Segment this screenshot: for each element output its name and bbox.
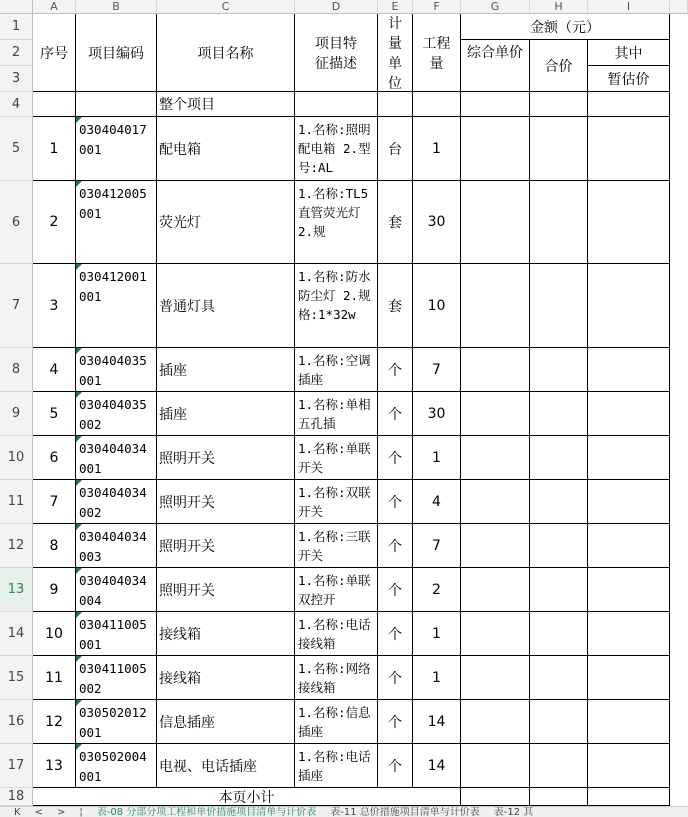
cell-qty[interactable]: 1: [413, 436, 461, 480]
cell-seq[interactable]: 1: [33, 117, 76, 181]
cell-amount[interactable]: [588, 480, 670, 524]
cell-amount[interactable]: [530, 700, 588, 744]
row-header-5[interactable]: 5: [0, 117, 33, 181]
comment-indicator-icon: [76, 744, 82, 750]
sheet-nav-button[interactable]: <: [34, 807, 43, 817]
cell-amount[interactable]: [461, 568, 530, 612]
cell-feature[interactable]: 1.名称:三联开关: [295, 524, 378, 568]
cell-qty[interactable]: 1: [413, 612, 461, 656]
cell-name[interactable]: 普通灯具: [157, 264, 295, 348]
cell-seq[interactable]: 9: [33, 568, 76, 612]
cell-qty[interactable]: 1: [413, 117, 461, 181]
comment-indicator-icon: [76, 656, 82, 662]
cell-a4[interactable]: [33, 92, 76, 117]
cell-unit[interactable]: 个: [378, 524, 413, 568]
column-header-extra[interactable]: [670, 0, 688, 14]
row-header-11[interactable]: 11: [0, 480, 33, 524]
column-header-c[interactable]: C: [157, 0, 295, 14]
sheet-nav-button[interactable]: >: [56, 807, 66, 817]
cell-feature[interactable]: 1.名称:网络接线箱: [295, 656, 378, 700]
cell-qty[interactable]: 14: [413, 700, 461, 744]
cell-unit[interactable]: 个: [378, 744, 413, 788]
cell-seq[interactable]: 11: [33, 656, 76, 700]
cell-seq[interactable]: 2: [33, 181, 76, 264]
row-header-17[interactable]: 17: [0, 744, 33, 788]
row-header-9[interactable]: 9: [0, 392, 33, 436]
comment-indicator-icon: [76, 117, 82, 123]
cell-seq[interactable]: 7: [33, 480, 76, 524]
cell-unit[interactable]: 套: [378, 181, 413, 264]
cell-amount[interactable]: [461, 348, 530, 392]
sheet-nav-button[interactable]: K: [14, 807, 21, 817]
cell-amount[interactable]: [461, 700, 530, 744]
header-unit: 计量单位: [378, 14, 413, 92]
column-header-b[interactable]: B: [76, 0, 157, 14]
row-header-10[interactable]: 10: [0, 436, 33, 480]
cell-name[interactable]: 照明开关: [157, 436, 295, 480]
comment-indicator-icon: [76, 700, 82, 706]
cell-subtotal[interactable]: [588, 788, 670, 806]
sheet-nav-button[interactable]: ¦: [79, 807, 83, 817]
cell-feature[interactable]: 1.名称:空调插座: [295, 348, 378, 392]
cell-seq[interactable]: 6: [33, 436, 76, 480]
row-header-7[interactable]: 7: [0, 264, 33, 348]
column-header-g[interactable]: G: [461, 0, 530, 14]
cell-r4-5[interactable]: [413, 92, 461, 117]
cell-name[interactable]: 配电箱: [157, 117, 295, 181]
cell-unit[interactable]: 个: [378, 436, 413, 480]
cell-amount[interactable]: [530, 436, 588, 480]
cell-amount[interactable]: [588, 524, 670, 568]
cell-code[interactable]: 030404017001: [76, 117, 157, 181]
header-seq: 序号: [33, 14, 76, 92]
cell-amount[interactable]: [461, 117, 530, 181]
sheet-tab[interactable]: 表-08 分部分项工程和单价措施项目清单与计价表: [96, 807, 317, 817]
cell-feature[interactable]: 1.名称:防水防尘灯 2.规格:1*32w: [295, 264, 378, 348]
cell-code[interactable]: 030404035002: [76, 392, 157, 436]
cell-amount[interactable]: [461, 524, 530, 568]
row-header-8[interactable]: 8: [0, 348, 33, 392]
comment-indicator-icon: [76, 524, 82, 530]
comment-indicator-icon: [76, 480, 82, 486]
cell-unit[interactable]: 个: [378, 348, 413, 392]
cell-amount[interactable]: [588, 656, 670, 700]
select-all-corner[interactable]: [0, 0, 33, 14]
cell-amount[interactable]: [461, 392, 530, 436]
cell-code[interactable]: 030411005002: [76, 656, 157, 700]
row-header-13[interactable]: 13: [0, 568, 33, 612]
column-header-i[interactable]: I: [588, 0, 670, 14]
cell-amount[interactable]: [530, 744, 588, 788]
cell-amount[interactable]: [588, 348, 670, 392]
cell-code[interactable]: 030412001001: [76, 264, 157, 348]
cell-amount[interactable]: [588, 392, 670, 436]
cell-r4-3[interactable]: [295, 92, 378, 117]
header-code: 项目编码: [76, 14, 157, 92]
cell-amount[interactable]: [530, 480, 588, 524]
cell-feature[interactable]: 1.名称:TL5直管荧光灯 2.规: [295, 181, 378, 264]
cell-amount[interactable]: [530, 524, 588, 568]
cell-amount[interactable]: [530, 612, 588, 656]
cell-subtotal[interactable]: [461, 788, 530, 806]
cell-code[interactable]: 030502012001: [76, 700, 157, 744]
cell-subtotal[interactable]: [530, 788, 588, 806]
cell-seq[interactable]: 5: [33, 392, 76, 436]
row-header-16[interactable]: 16: [0, 700, 33, 744]
cell-name[interactable]: 电视、电话插座: [157, 744, 295, 788]
comment-indicator-icon: [76, 181, 82, 187]
cell-name[interactable]: 照明开关: [157, 568, 295, 612]
cell-amount[interactable]: [461, 436, 530, 480]
cell-name[interactable]: 接线箱: [157, 612, 295, 656]
comment-indicator-icon: [76, 612, 82, 618]
cell-amount[interactable]: [588, 700, 670, 744]
row-header-3[interactable]: 3: [0, 66, 33, 92]
cell-feature[interactable]: 1.名称:单相五孔插: [295, 392, 378, 436]
cell-feature[interactable]: 1.名称:单联双控开: [295, 568, 378, 612]
cell-qty[interactable]: 1: [413, 656, 461, 700]
cell-seq[interactable]: 13: [33, 744, 76, 788]
cell-amount[interactable]: [461, 656, 530, 700]
cell-amount[interactable]: [588, 744, 670, 788]
cell-amount[interactable]: [588, 117, 670, 181]
cell-code[interactable]: 030502004001: [76, 744, 157, 788]
row-header-15[interactable]: 15: [0, 656, 33, 700]
cell-code[interactable]: 030404034002: [76, 480, 157, 524]
cell-qty[interactable]: 7: [413, 524, 461, 568]
cell-amount[interactable]: [588, 568, 670, 612]
cell-qty[interactable]: 7: [413, 348, 461, 392]
column-header-d[interactable]: D: [295, 0, 378, 14]
column-header-e[interactable]: E: [378, 0, 413, 14]
comment-indicator-icon: [76, 348, 82, 354]
cell-name[interactable]: 插座: [157, 348, 295, 392]
header-feature: 项目特征描述: [295, 14, 378, 92]
cell-code[interactable]: 030404034001: [76, 436, 157, 480]
cell-seq[interactable]: 3: [33, 264, 76, 348]
column-header-h[interactable]: H: [530, 0, 588, 14]
cell-unit[interactable]: 个: [378, 568, 413, 612]
comment-indicator-icon: [76, 568, 82, 574]
cell-amount[interactable]: [588, 436, 670, 480]
cell-amount[interactable]: [461, 181, 530, 264]
cell-amount[interactable]: [461, 264, 530, 348]
cell-amount[interactable]: [530, 264, 588, 348]
cell-code[interactable]: 030411005001: [76, 612, 157, 656]
cell-feature[interactable]: 1.名称:信息插座: [295, 700, 378, 744]
cell-feature[interactable]: 1.名称:照明配电箱 2.型号:AL: [295, 117, 378, 181]
subtotal-label[interactable]: 本页小计: [33, 788, 461, 806]
cell-seq[interactable]: 8: [33, 524, 76, 568]
header-qty: 工程量: [413, 14, 461, 92]
column-header-f[interactable]: F: [413, 0, 461, 14]
cell-r4-8[interactable]: [588, 92, 670, 117]
cell-name[interactable]: 照明开关: [157, 524, 295, 568]
sheet-tab-bar: [0, 806, 688, 817]
cell-amount[interactable]: [461, 480, 530, 524]
header-total: 合价: [530, 40, 588, 92]
cell-unit[interactable]: 个: [378, 480, 413, 524]
row-header-6[interactable]: 6: [0, 181, 33, 264]
cell-qty[interactable]: 30: [413, 392, 461, 436]
cell-qty[interactable]: 30: [413, 181, 461, 264]
row-header-2[interactable]: 2: [0, 40, 33, 66]
cell-unit[interactable]: 个: [378, 612, 413, 656]
cell-unit[interactable]: 个: [378, 392, 413, 436]
comment-indicator-icon: [76, 392, 82, 398]
cell-amount[interactable]: [461, 744, 530, 788]
cell-amount[interactable]: [588, 264, 670, 348]
cell-feature[interactable]: 1.名称:电话插座: [295, 744, 378, 788]
cell-code[interactable]: 030412005001: [76, 181, 157, 264]
cell-seq[interactable]: 10: [33, 612, 76, 656]
cell-r4-4[interactable]: [378, 92, 413, 117]
cell-qty[interactable]: 14: [413, 744, 461, 788]
header-provisional: 暂估价: [588, 66, 670, 92]
column-header-a[interactable]: A: [33, 0, 76, 14]
comment-indicator-icon: [76, 264, 82, 270]
cell-name[interactable]: 荧光灯: [157, 181, 295, 264]
cell-amount[interactable]: [530, 117, 588, 181]
cell-qty[interactable]: 10: [413, 264, 461, 348]
cell-code[interactable]: 030404034003: [76, 524, 157, 568]
cell-seq[interactable]: 12: [33, 700, 76, 744]
cell-unit[interactable]: 个: [378, 700, 413, 744]
cell-code[interactable]: 030404034004: [76, 568, 157, 612]
cell-qty[interactable]: 2: [413, 568, 461, 612]
row-header-4[interactable]: 4: [0, 92, 33, 117]
cell-b4[interactable]: [76, 92, 157, 117]
cell-amount[interactable]: [461, 612, 530, 656]
cell-amount[interactable]: [530, 348, 588, 392]
cell-seq[interactable]: 4: [33, 348, 76, 392]
comment-indicator-icon: [76, 436, 82, 442]
row-header-14[interactable]: 14: [0, 612, 33, 656]
cell-feature[interactable]: 1.名称:双联开关: [295, 480, 378, 524]
cell-unit[interactable]: 套: [378, 264, 413, 348]
cell-r4-7[interactable]: [530, 92, 588, 117]
cell-name[interactable]: 插座: [157, 392, 295, 436]
cell-amount[interactable]: [530, 181, 588, 264]
cell-amount[interactable]: [588, 612, 670, 656]
cell-unit[interactable]: 个: [378, 656, 413, 700]
row-header-12[interactable]: 12: [0, 524, 33, 568]
cell-name[interactable]: 信息插座: [157, 700, 295, 744]
row-header-1[interactable]: 1: [0, 14, 33, 40]
cell-r4-6[interactable]: [461, 92, 530, 117]
sheet-tab[interactable]: 表-12 其: [493, 807, 534, 817]
cell-name[interactable]: 照明开关: [157, 480, 295, 524]
cell-amount[interactable]: [530, 656, 588, 700]
cell-amount[interactable]: [530, 392, 588, 436]
cell-feature[interactable]: 1.名称:单联开关: [295, 436, 378, 480]
cell-feature[interactable]: 1.名称:电话接线箱: [295, 612, 378, 656]
header-of-which: 其中: [588, 40, 670, 66]
header-unit-price: 综合单价: [461, 40, 530, 92]
cell-amount[interactable]: [588, 181, 670, 264]
header-name: 项目名称: [157, 14, 295, 92]
header-amount: 金额（元）: [461, 14, 670, 40]
cell-amount[interactable]: [530, 568, 588, 612]
cell-name[interactable]: 接线箱: [157, 656, 295, 700]
cell-qty[interactable]: 4: [413, 480, 461, 524]
row-header-18[interactable]: 18: [0, 788, 33, 806]
cell-unit[interactable]: 台: [378, 117, 413, 181]
section-label[interactable]: 整个项目: [157, 92, 295, 117]
cell-code[interactable]: 030404035001: [76, 348, 157, 392]
sheet-tab[interactable]: 表-11 总价措施项目清单与计价表: [330, 807, 480, 817]
